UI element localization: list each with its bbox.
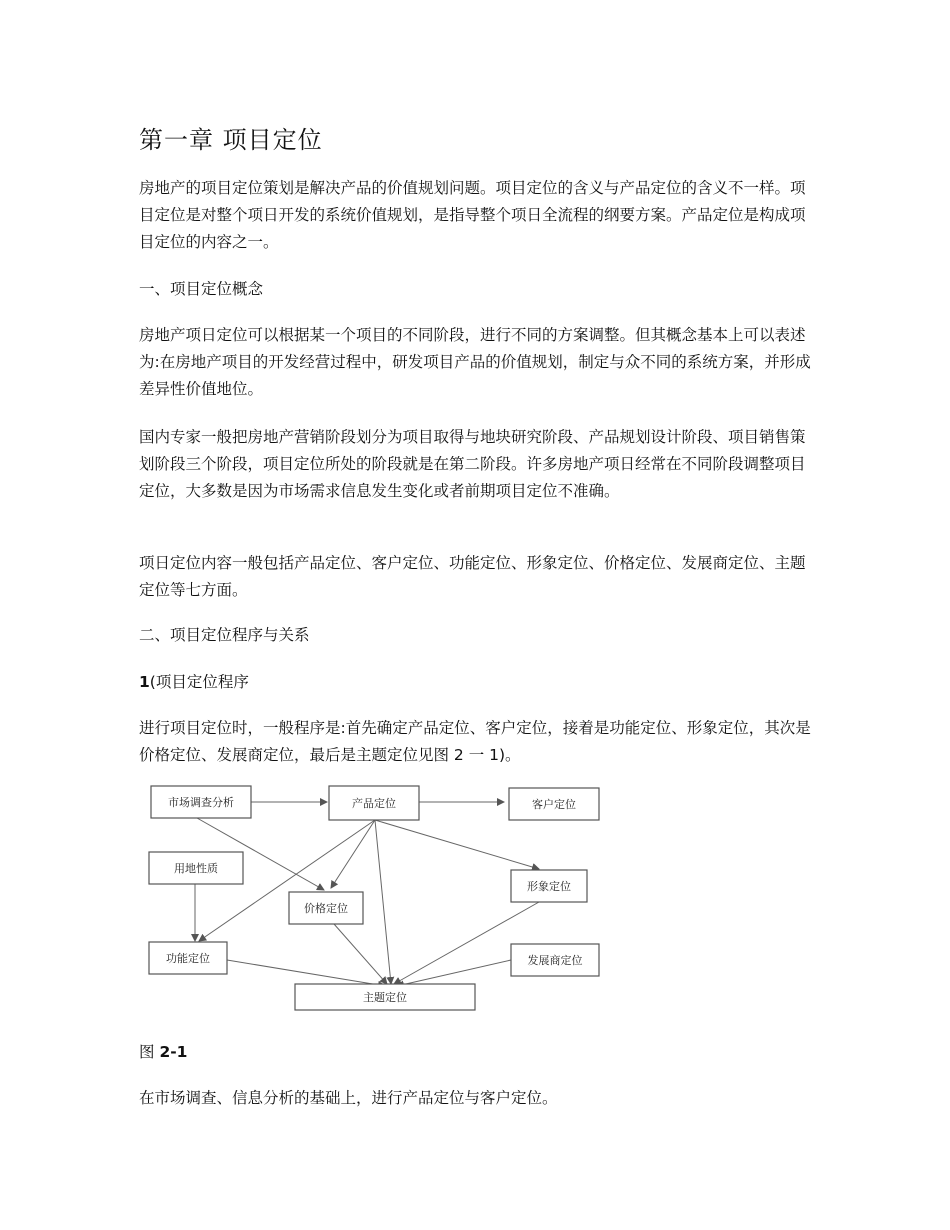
diagram-arrows [195,802,539,986]
node-price-positioning [289,892,363,924]
node-land-use [149,852,243,884]
node-product-positioning-label: 产品定位 [352,797,396,810]
figure-caption-prefix: 图 [139,1043,160,1061]
section2-heading: 二、项目定位程序与关系 [139,626,310,644]
section1-paragraph-2: 国内专家一般把房地产营销阶段划分为项目取得与地块研究阶段、产品规划设计阶段、项目销售策划阶段三个阶段，项目定位所处的阶段就是在第二阶段。许多房地产项日经常在不同阶段调整项目定位，大多数是因为市场需求信息发生变化或者前期项目定位不准确。 [139,428,806,500]
figure-caption-number: 2-1 [159,1043,188,1061]
subsection-number: 1 [139,673,150,691]
arrow-price-theme [334,924,387,984]
section1-paragraph-3: 项日定位内容一般包括产品定位、客户定位、功能定位、形象定位、价格定位、发展商定位、主题定位等七方面。 [139,554,806,599]
node-image-positioning-label: 形象定位 [527,880,571,893]
arrow-product-theme [375,820,391,984]
node-product-positioning [329,786,419,820]
node-market-analysis-label: 市场调查分析 [168,796,234,809]
node-function-positioning [149,942,227,974]
node-customer-positioning-label: 客户定位 [532,798,576,811]
node-price-positioning-label: 价格定位 [304,902,348,915]
node-image-positioning [511,870,587,902]
closing-paragraph: 在市场调查、信息分析的基础上，进行产品定位与客户定位。 [139,1089,558,1107]
page-title: 第一章 项目定位 [139,126,323,154]
node-theme-positioning-label: 主题定位 [363,991,407,1004]
figure-caption [139,1040,187,1062]
node-function-positioning-label: 功能定位 [166,952,210,965]
flow-diagram [139,778,609,1018]
section1-heading: 一、项目定位概念 [139,280,264,298]
arrow-product-image [375,820,539,869]
intro-paragraph: 房地产的项目定位策划是解决产品的价值规划问题。项目定位的含义与产品定位的含义不一样。项目定位是对整个项日开发的系统价值规划，是指导整个项日全流程的纲要方案。产品定位是构成项目定位的内容之一。 [139,179,806,251]
node-theme-positioning [295,984,475,1010]
node-market-analysis [151,786,251,818]
subsection-text: (项目定位程序 [149,673,249,691]
arrow-product-price [331,820,375,888]
node-land-use-label: 用地性质 [174,862,218,875]
subsection-heading [139,669,249,696]
node-developer-positioning [511,944,599,976]
section2-paragraph-1: 进行项目定位时，一般程序是:首先确定产品定位、客户定位，接着是功能定位、形象定位，其次是价格定位、发展商定位，最后是主题定位见图 2 一 1)。 [139,719,811,764]
section1-paragraph-1: 房地产项日定位可以根据某一个项目的不同阶段，进行不同的方案调整。但其概念基本上可以表述为:在房地产项目的开发经营过程中，研发项目产品的价值规划，制定与众不同的系统方案，并形成差异性价值地位。 [139,326,811,398]
node-customer-positioning [509,788,599,820]
arrow-function-theme [227,960,385,986]
node-developer-positioning-label: 发展商定位 [527,954,583,967]
